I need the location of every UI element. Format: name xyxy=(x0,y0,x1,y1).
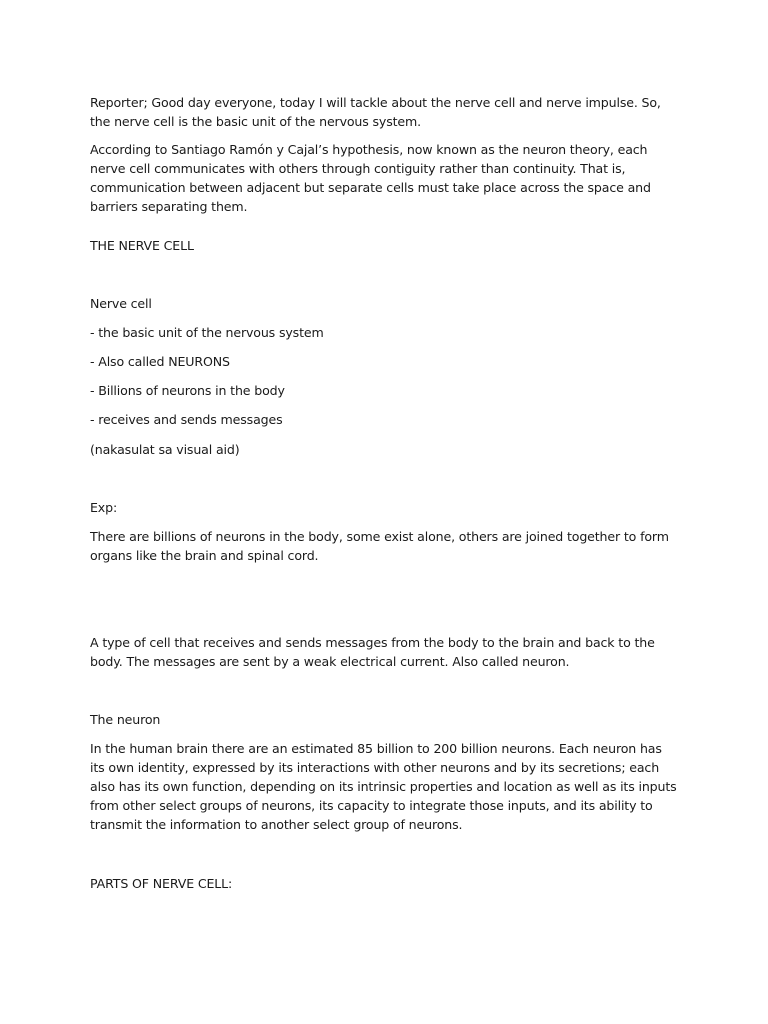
parts-heading: PARTS OF NERVE CELL: xyxy=(90,876,233,891)
intro-paragraph: Reporter; Good day everyone, today I will tackle about the nerve cell and nerve impulse. So, the nerve cell is the basic unit of the nervous system. xyxy=(90,95,661,129)
document-page xyxy=(90,0,680,1024)
section-heading-nerve-cell: THE NERVE CELL xyxy=(90,238,194,253)
neuron-theory-paragraph: According to Santiago Ramón y Cajal’s hypothesis, now known as the neuron theory, each nerve cell communicates with others through contiguity rather than continuity. That is, communication between adjacent but separate cells must take place across the space and barriers separating them. xyxy=(90,142,651,214)
bullet-item: - Billions of neurons in the body xyxy=(90,383,285,398)
subheading-nerve-cell: Nerve cell xyxy=(90,296,152,311)
bullet-item: - Also called NEURONS xyxy=(90,354,230,369)
neuron-paragraph: In the human brain there are an estimated 85 billion to 200 billion neurons. Each neuron has its own identity, expressed by its interactions with other neurons and by its secretions; each also has its own function, depending on its intrinsic properties and location as well as its inputs from other select groups of neurons, its capacity to integrate those inputs, and its ability to transmit the information to another select group of neurons. xyxy=(90,741,677,832)
exp-label: Exp: xyxy=(90,500,118,515)
bullet-item: - receives and sends messages xyxy=(90,412,283,427)
definition-paragraph: A type of cell that receives and sends messages from the body to the brain and back to the body. The messages are sent by a weak electrical current. Also called neuron. xyxy=(90,635,655,669)
exp-paragraph: There are billions of neurons in the body, some exist alone, others are joined together to form organs like the brain and spinal cord. xyxy=(90,529,669,563)
neuron-heading: The neuron xyxy=(90,712,161,727)
visual-aid-note: (nakasulat sa visual aid) xyxy=(90,442,240,457)
bullet-item: - the basic unit of the nervous system xyxy=(90,325,324,340)
